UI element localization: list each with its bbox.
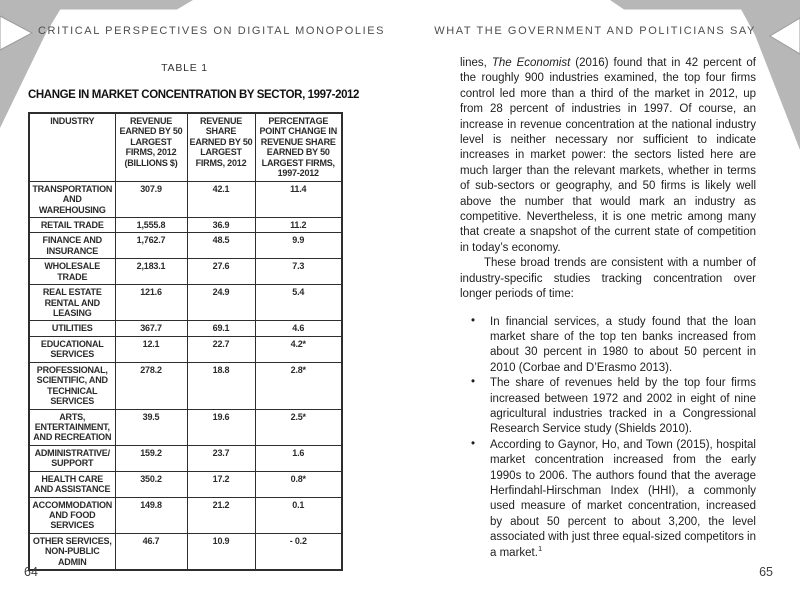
value-cell: 1,555.8 [115, 217, 187, 232]
table-label: TABLE 1 [161, 62, 208, 74]
value-cell: 350.2 [115, 471, 187, 497]
column-header-change: PERCENTAGE POINT CHANGE IN REVENUE SHARE EARNED BY 50 LARGEST FIRMS, 1997-2012 [255, 113, 342, 181]
value-cell: 24.9 [187, 285, 255, 321]
value-cell: 367.7 [115, 321, 187, 336]
value-cell: 17.2 [187, 471, 255, 497]
value-cell: 121.6 [115, 285, 187, 321]
bullet-icon: • [471, 437, 476, 450]
industry-cell: FINANCE AND INSURANCE [29, 233, 115, 259]
value-cell: 2.8* [255, 362, 342, 409]
value-cell: 48.5 [187, 233, 255, 259]
industry-cell: TRANSPORTATION AND WAREHOUSING [29, 181, 115, 217]
bullet-text: The share of revenues held by the top four firms increased between 1972 and 2002 in eight of nine agricultural industries tracked in a Congressional Research Service study (Shields 2010). [490, 377, 756, 436]
bullet-item [471, 314, 756, 377]
paragraph-continuation [460, 56, 756, 256]
column-header-revenue-share: REVENUE SHARE EARNED BY 50 LARGEST FIRMS, 2012 [187, 113, 255, 181]
footnote-marker: 1 [537, 543, 543, 553]
table-title: CHANGE IN MARKET CONCENTRATION BY SECTOR, 1997-2012 [28, 89, 360, 101]
value-cell: - 0.2 [255, 533, 342, 570]
value-cell: 2,183.1 [115, 259, 187, 285]
industry-cell: HEALTH CARE AND ASSISTANCE [29, 471, 115, 497]
value-cell: 0.8* [255, 471, 342, 497]
bullet-icon: • [471, 314, 476, 327]
bullet-item [471, 376, 756, 438]
table-row [29, 497, 342, 533]
industry-cell: UTILITIES [29, 321, 115, 336]
value-cell: 159.2 [115, 445, 187, 471]
table-row [29, 409, 342, 445]
table-row [29, 471, 342, 497]
column-header-industry: INDUSTRY [29, 113, 115, 181]
industry-cell: EDUCATIONAL SERVICES [29, 336, 115, 362]
bullet-list [460, 315, 756, 562]
table-header-row [29, 113, 342, 181]
industry-cell: WHOLESALE TRADE [29, 259, 115, 285]
table-row [29, 181, 342, 217]
value-cell: 22.7 [187, 336, 255, 362]
value-cell: 1,762.7 [115, 233, 187, 259]
bullet-text: According to Gaynor, Ho, and Town (2015), hospital market concentration increased from the early 1990s to 2006. The authors found that the average Herfindahl-Hirschman Index (HHI), a commonly used measure of market concentration, increased by about 50 percent to about 3,200, the level associated with just three equal-sized competitors in a market. [490, 438, 756, 559]
value-cell: 4.6 [255, 321, 342, 336]
industry-cell: ADMINISTRATIVE/ SUPPORT [29, 445, 115, 471]
value-cell: 307.9 [115, 181, 187, 217]
value-cell: 42.1 [187, 181, 255, 217]
value-cell: 23.7 [187, 445, 255, 471]
value-cell: 46.7 [115, 533, 187, 570]
table-row [29, 336, 342, 362]
table-row [29, 321, 342, 336]
value-cell: 4.2* [255, 336, 342, 362]
table-row [29, 533, 342, 570]
table-row [29, 445, 342, 471]
bullet-icon: • [471, 376, 476, 389]
value-cell: 12.1 [115, 336, 187, 362]
value-cell: 69.1 [187, 321, 255, 336]
value-cell: 27.6 [187, 259, 255, 285]
paragraph-intro-list: These broad trends are consistent with a number of industry-specific studies tracking concentration over longer periods of time: [460, 257, 756, 301]
industry-cell: PROFESSIONAL, SCIENTIFIC, AND TECHNICAL SERVICES [29, 362, 115, 409]
value-cell: 149.8 [115, 497, 187, 533]
value-cell: 278.2 [115, 362, 187, 409]
book-title-italic: The Economist [491, 57, 571, 69]
bullet-item [471, 437, 756, 561]
value-cell: 18.8 [187, 362, 255, 409]
table-row [29, 233, 342, 259]
value-cell: 21.2 [187, 497, 255, 533]
market-concentration-table [28, 112, 343, 571]
value-cell: 19.6 [187, 409, 255, 445]
value-cell: 7.3 [255, 259, 342, 285]
value-cell: 5.4 [255, 285, 342, 321]
industry-cell: REAL ESTATE RENTAL AND LEASING [29, 285, 115, 321]
value-cell: 36.9 [187, 217, 255, 232]
table-row [29, 259, 342, 285]
value-cell: 39.5 [115, 409, 187, 445]
page-number-right: 65 [759, 565, 773, 579]
bullet-text: In financial services, a study found that the loan market share of the top ten banks increased from about 30 percent in 1980 to about 50 percent in 2010 (Corbae and D’Erasmo 2013). [490, 315, 756, 374]
right-running-head: WHAT THE GOVERNMENT AND POLITICIANS SAY [434, 25, 756, 37]
value-cell: 10.9 [187, 533, 255, 570]
table-row [29, 217, 342, 232]
value-cell: 1.6 [255, 445, 342, 471]
paragraph-text: (2016) found that in 42 percent of the roughly 900 industries examined, the top four firms control led more than a third of the market in 2012, up from 28 percent of industries in 1997. Of course, an increase in revenue concentration at the national industry level is neither necessary nor sufficient to indicate increases in market power: the sectors listed here are much larger than the relevant markets, whether in terms of sub-sectors or geography, and 50 firms is likely well above the number that would mark an industry as competitive. Nevertheless, it is one metric among many that create a snapshot of the current state of competition in today’s economy. [460, 57, 757, 254]
body-text-column [460, 56, 756, 561]
column-header-revenue: REVENUE EARNED BY 50 LARGEST FIRMS, 2012 (BILLIONS $) [115, 113, 187, 181]
table-row [29, 285, 342, 321]
left-running-head: CRITICAL PERSPECTIVES ON DIGITAL MONOPOLIES [38, 25, 386, 37]
page-number-left: 64 [24, 565, 38, 579]
value-cell: 0.1 [255, 497, 342, 533]
industry-cell: OTHER SERVICES, NON-PUBLIC ADMIN [29, 533, 115, 570]
value-cell: 11.2 [255, 217, 342, 232]
industry-cell: RETAIL TRADE [29, 217, 115, 232]
value-cell: 11.4 [255, 181, 342, 217]
value-cell: 9.9 [255, 233, 342, 259]
paragraph-text: lines, [460, 57, 492, 69]
table-row [29, 362, 342, 409]
industry-cell: ARTS, ENTERTAINMENT, AND RECREATION [29, 409, 115, 445]
value-cell: 2.5* [255, 409, 342, 445]
industry-cell: ACCOMMODATION AND FOOD SERVICES [29, 497, 115, 533]
